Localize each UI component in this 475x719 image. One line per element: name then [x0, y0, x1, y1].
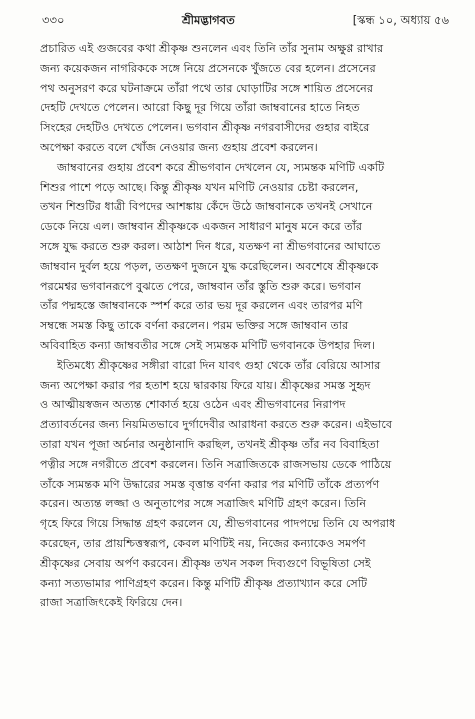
text-line: শ্রীকৃষ্ণের সেবায় অর্পণ করবেন। শ্রীকৃষ্ণ তখন সকল দিব্যগুণে বিভূষিতা সেই	[40, 556, 371, 570]
text-line: তখন শিশুটির ধাত্রী বিপদের আশঙ্কায় কেঁদে উঠে জাম্ববানকে তখনই সেখানে	[40, 200, 373, 214]
page-body	[40, 39, 449, 613]
text-line: তারা যখন পূজা অর্চনার অনুষ্ঠানাদি করছিল, তখনই শ্রীকৃষ্ণ তাঁর নব বিবাহিতা	[40, 437, 380, 451]
text-line: পত্নীর সঙ্গে নগরীতে প্রবেশ করলেন। তিনি সত্রাজিতকে রাজসভায় ডেকে পাঠিয়ে	[40, 457, 392, 471]
text-line: সম্বন্ধে সমস্ত কিছু তাকে বর্ণনা করলেন। পরম ভক্তির সঙ্গে জাম্ববান তার	[40, 319, 349, 333]
paragraph	[40, 39, 449, 158]
text-line: সিংহের দেহটিও দেখতে পেলেন। ভগবান শ্রীকৃষ্ণ নগরবাসীদের গুহার বাইরে	[40, 121, 370, 135]
text-line: পথ অনুসরণ করে ঘটনাক্রমে তাঁরা পথে তার ঘোড়াটির সঙ্গে শায়িত প্রসেনের	[40, 81, 373, 95]
text-line: জাম্ববান দুর্বল হয়ে পড়ল, ততক্ষণ দুজনে যুদ্ধ করেছিলেন। অবশেষে শ্রীকৃষ্ণকে	[40, 259, 379, 273]
text-line: অপেক্ষা করতে বলে খোঁজ নেওয়ার জন্য গুহায় প্রবেশ করলেন।	[40, 140, 318, 154]
text-line: পরমেশ্বর ভগবানরূপে বুঝতে পেরে, জাম্ববান তাঁর স্তুতি শুরু করে। ভগবান	[40, 279, 361, 293]
text-line: প্রত্যাবর্তনের জন্য নিয়মিতভাবে দুর্গাদেবীর আরাধনা করতে শুরু করেন। এইভাবে	[40, 418, 393, 432]
page-number: ৩৩০	[42, 13, 65, 27]
text-line: ও আত্মীয়স্বজন অত্যন্ত শোকার্ত হয়ে ওঠেন এবং শ্রীভগবানের নিরাপদ	[40, 398, 346, 412]
section-reference: [স্কন্ধ ১০, অধ্যায় ৫৬	[352, 13, 449, 27]
page-header	[42, 12, 449, 32]
text-line: ইতিমধ্যে শ্রীকৃষ্ণের সঙ্গীরা বারো দিন যাবৎ গুহা থেকে তাঁর বেরিয়ে আসার	[57, 358, 381, 372]
text-line: তাঁকে স্যমন্তক মণি উদ্ধারের সমস্ত বৃত্তান্ত বর্ণনা করার পর মণিটি তাঁকে প্রত্যর্পণ	[40, 477, 380, 491]
text-line: শিশুর পাশে পড়ে আছে। কিন্তু শ্রীকৃষ্ণ যখন মণিটি নেওয়ার চেষ্টা করলেন,	[40, 180, 359, 194]
text-line: জন্য অপেক্ষা করার পর হতাশ হয়ে দ্বারকায় ফিরে যায়। শ্রীকৃষ্ণের সমস্ত সুহৃদ	[40, 378, 371, 392]
text-line: করেছেন, তার প্রায়শ্চিত্তস্বরূপ, কেবল মণিটিই নয়, নিজের কন্যাকেও সমর্পণ	[40, 536, 366, 550]
text-line: রাজা সত্রাজিৎকেই ফিরিয়ে দেন।	[40, 596, 183, 610]
text-line: ডেকে নিয়ে এল। জাম্ববান শ্রীকৃষ্ণকে একজন সাধারণ মানুষ মনে করে তাঁর	[40, 220, 363, 234]
paragraph	[40, 158, 449, 356]
text-line: কন্যা সত্যভামার পাণিগ্রহণ করেন। কিন্তু মণিটি শ্রীকৃষ্ণ প্রত্যাখ্যান করে সেটি	[40, 576, 368, 590]
text-line: জন্য কয়েকজন নাগরিককে সঙ্গে নিয়ে প্রসেনকে খুঁজতে বের হলেন। প্রসেনের	[40, 61, 376, 75]
text-line: প্রচারিত এই গুজবের কথা শ্রীকৃষ্ণ শুনলেন এবং তিনি তাঁর সুনাম অক্ষুণ্ণ রাখার	[40, 42, 384, 55]
text-line: করেন। অত্যন্ত লজ্জা ও অনুতাপের সঙ্গে সত্রাজিৎ মণিটি গ্রহণ করেন। তিনি	[40, 497, 367, 511]
running-title: শ্রীমদ্ভাগবত	[182, 13, 235, 27]
text-line: গৃহে ফিরে গিয়ে সিদ্ধান্ত গ্রহণ করলেন যে, শ্রীভগবানের পাদপদ্মে তিনি যে অপরাধ	[40, 517, 396, 531]
text-line: দেহটি দেখতে পেলেন। আরো কিছু দূর গিয়ে তাঁরা জাম্ববানের হাতে নিহত	[40, 101, 360, 115]
text-line: জাম্ববানের গুহায় প্রবেশ করে শ্রীভগবান দেখলেন যে, স্যমন্তক মণিটি একটি	[57, 160, 385, 174]
text-line: অবিবাহিত কন্যা জাম্ববতীর সঙ্গে সেই স্যমন্তক মণিটি ভগবানকে উপহার দিল।	[40, 338, 375, 352]
text-line: তাঁর পদ্মহস্তে জাম্ববানকে স্পর্শ করে তার ভয় দূর করলেন এবং তারপর মণি	[40, 299, 363, 313]
text-line: সঙ্গে যুদ্ধ করতে শুরু করল। আঠাশ দিন ধরে, যতক্ষণ না শ্রীভগবানের আঘাতে	[40, 239, 381, 253]
paragraph	[40, 356, 449, 613]
